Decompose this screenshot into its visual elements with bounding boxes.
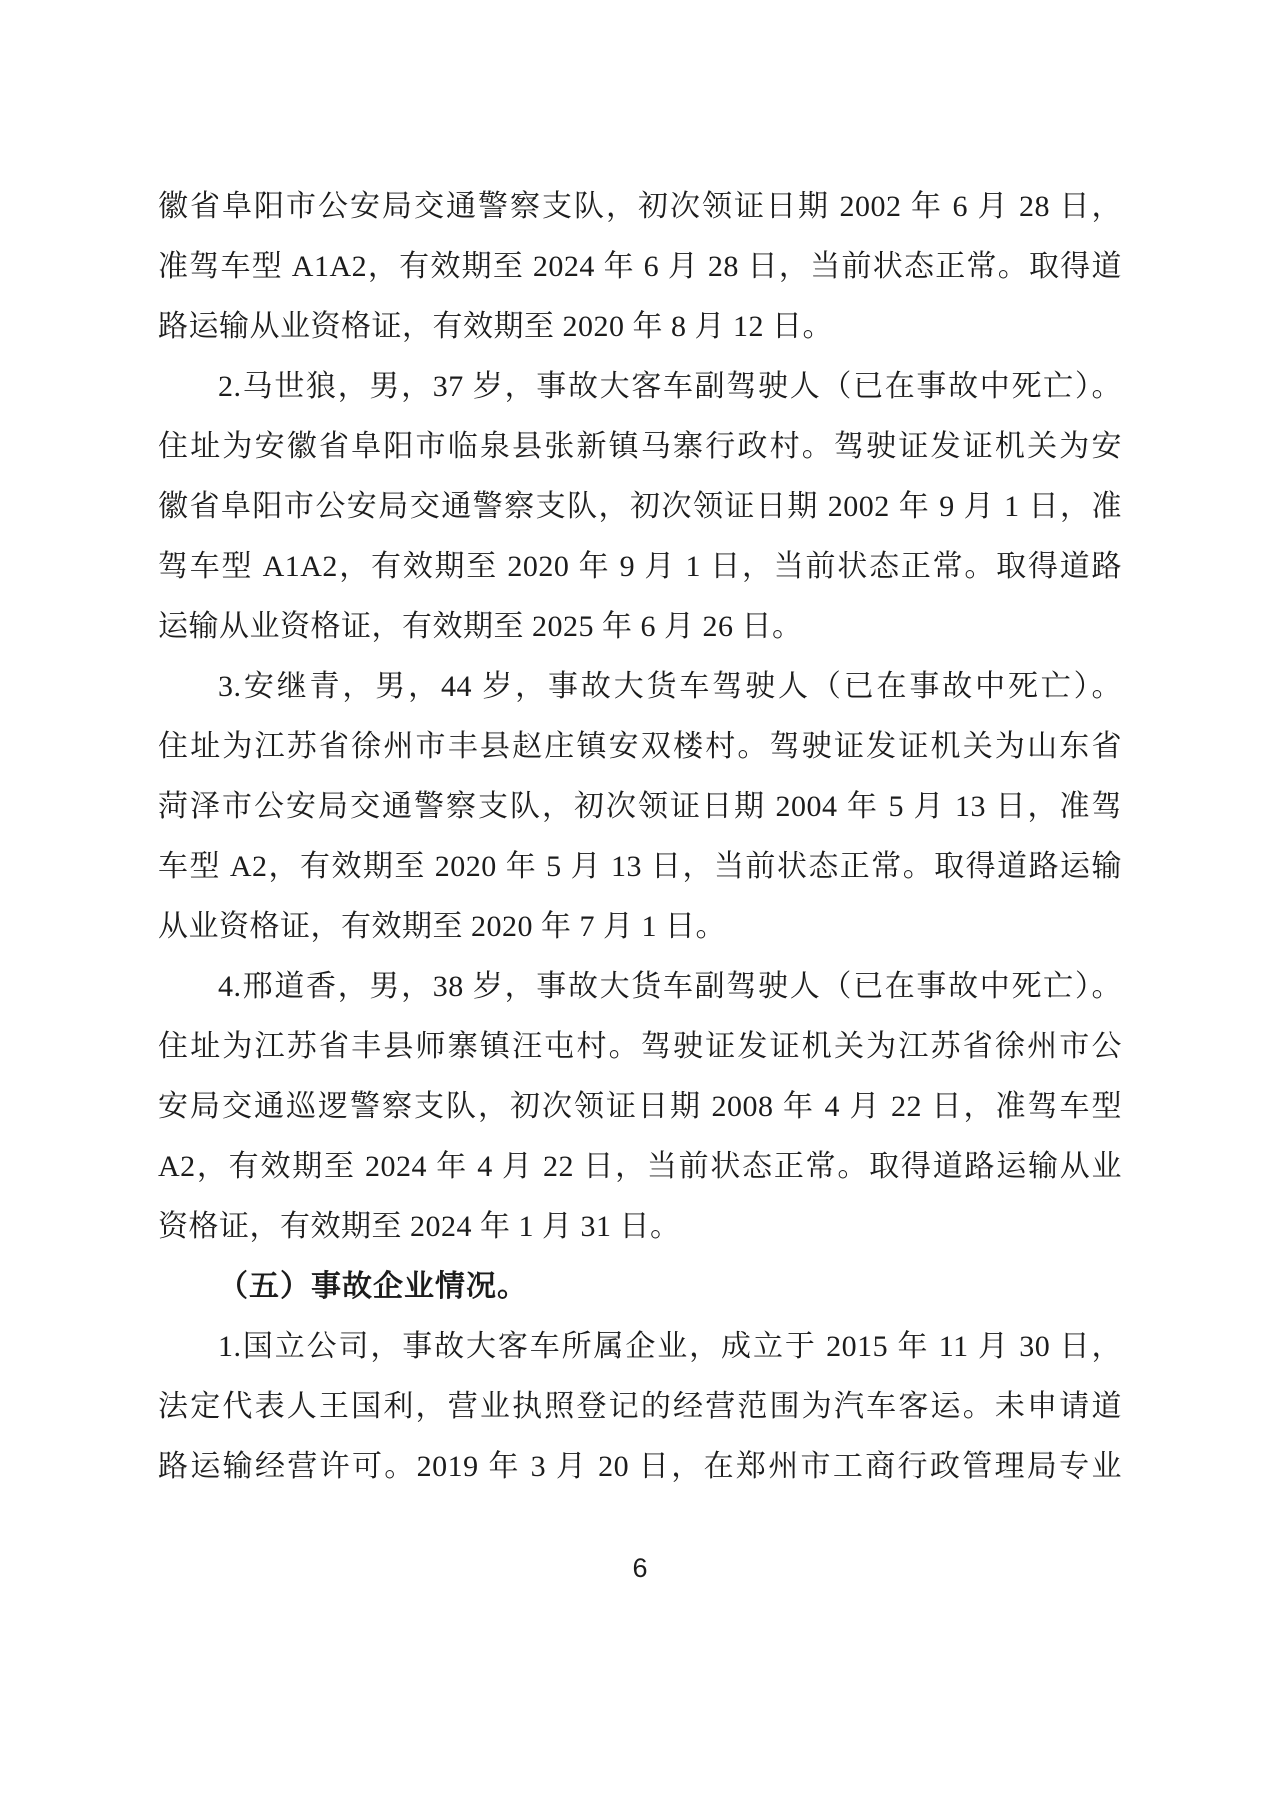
text-line: 驾车型 A1A2，有效期至 2020 年 9 月 1 日，当前状态正常。取得道路: [158, 550, 1122, 583]
body-text: [158, 177, 1122, 1497]
text-line: 住址为江苏省丰县师寨镇汪屯村。驾驶证发证机关为江苏省徐州市公: [158, 1030, 1122, 1063]
text-line: 资格证，有效期至 2024 年 1 月 31 日。: [158, 1210, 681, 1243]
text-line: 3.安继青，男，44 岁，事故大货车驾驶人（已在事故中死亡）。: [218, 670, 1122, 703]
text-line: 徽省阜阳市公安局交通警察支队，初次领证日期 2002 年 6 月 28 日，: [158, 190, 1122, 223]
text-line: 住址为江苏省徐州市丰县赵庄镇安双楼村。驾驶证发证机关为山东省: [158, 730, 1122, 763]
text-line: 路运输经营许可。2019 年 3 月 20 日，在郑州市工商行政管理局专业: [158, 1450, 1122, 1483]
text-line: 从业资格证，有效期至 2020 年 7 月 1 日。: [158, 910, 726, 943]
text-line: A2，有效期至 2024 年 4 月 22 日，当前状态正常。取得道路运输从业: [158, 1150, 1122, 1183]
section-heading: （五）事故企业情况。: [218, 1270, 528, 1303]
text-line: 2.马世狼，男，37 岁，事故大客车副驾驶人（已在事故中死亡）。: [218, 370, 1122, 403]
text-line: 安局交通巡逻警察支队，初次领证日期 2008 年 4 月 22 日，准驾车型: [158, 1090, 1122, 1123]
text-line: 法定代表人王国利，营业执照登记的经营范围为汽车客运。未申请道: [158, 1390, 1122, 1423]
text-line: 准驾车型 A1A2，有效期至 2024 年 6 月 28 日，当前状态正常。取得道: [158, 250, 1122, 283]
text-line: 车型 A2，有效期至 2020 年 5 月 13 日，当前状态正常。取得道路运输: [158, 850, 1122, 883]
text-line: 运输从业资格证，有效期至 2025 年 6 月 26 日。: [158, 610, 803, 643]
text-line: 住址为安徽省阜阳市临泉县张新镇马寨行政村。驾驶证发证机关为安: [158, 430, 1122, 463]
text-line: 1.国立公司，事故大客车所属企业，成立于 2015 年 11 月 30 日，: [218, 1330, 1122, 1363]
text-line: 菏泽市公安局交通警察支队，初次领证日期 2004 年 5 月 13 日，准驾: [158, 790, 1122, 823]
text-line: 路运输从业资格证，有效期至 2020 年 8 月 12 日。: [158, 310, 833, 343]
page-number: 6: [632, 1553, 648, 1583]
text-line: 徽省阜阳市公安局交通警察支队，初次领证日期 2002 年 9 月 1 日，准: [158, 490, 1122, 523]
text-line: 4.邢道香，男，38 岁，事故大货车副驾驶人（已在事故中死亡）。: [218, 970, 1122, 1003]
